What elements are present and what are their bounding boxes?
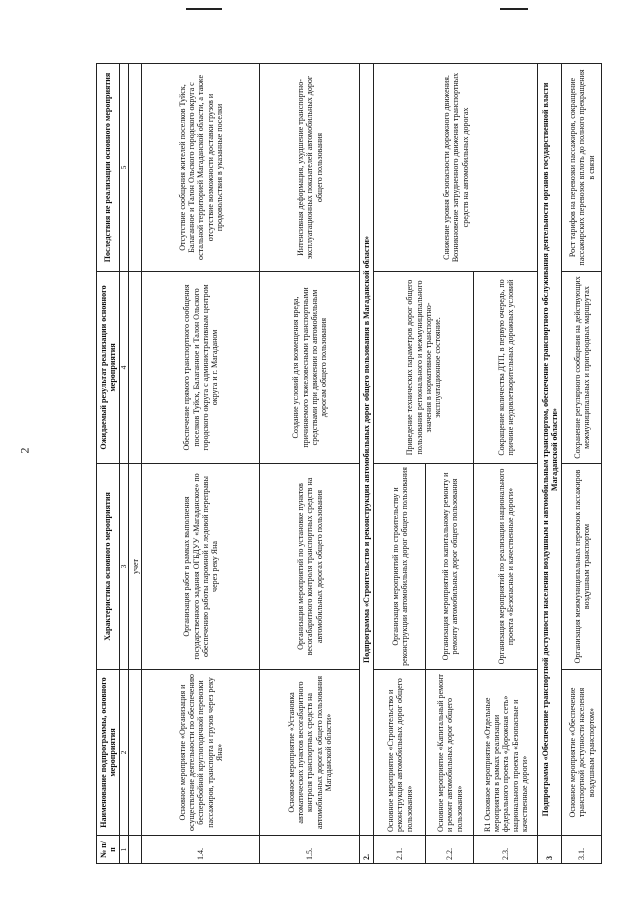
measure-characteristic: Организация мероприятий по строительству и реконструкции автомобильных дорог общего пользования (374, 464, 426, 670)
table-row (562, 64, 602, 864)
scan-mark (186, 8, 222, 10)
measure-consequences: Отсутствие сообщения жителей поселков Туйск, Балаганное и Талон Ольского городского округа с остальной территорией Магаданской области, а также отсутствие возможности доставки грузов и продовольствия в указанные поселки (142, 64, 260, 272)
header-consequences: Последствия не реализации основного мероприятия (97, 64, 120, 272)
measure-result: Сокращение количества ДТП, в первую очередь, по причине неудовлетворительных дорожных условий (474, 272, 538, 464)
table-row (129, 64, 142, 864)
table-row (374, 64, 426, 864)
column-number: 4 (119, 272, 129, 464)
header-characteristic: Характеристика основного мероприятия (97, 464, 120, 670)
header-name: Наименование подпрограммы, основного мероприятия (97, 670, 120, 836)
measure-name: Основное мероприятие «Установка автоматических пунктов весогабаритного контроля транспортных средств на автомобильных дорогах общего пользования Магаданской области» (260, 670, 360, 836)
measure-consequences: Рост тарифов на перевозки пассажиров, сокращение пассажирских перевозок вплоть до полного прекращения в связи (562, 64, 602, 272)
row-number: 1.4. (142, 836, 260, 864)
subprogram-row (538, 64, 562, 864)
subprogram-title: Подпрограмма «Обеспечение транспортной доступности населения воздушным и автомобильным транспортом, обеспечение транспортного обслуживания деятельности органов государственной власти Магаданской области» (538, 64, 562, 836)
row-number: 2.1. (374, 836, 426, 864)
measure-name: Основное мероприятие «Строительство и реконструкция автомобильных дорог общего пользования» (374, 670, 426, 836)
measure-result: Приведение технических параметров дорог общего пользования регионального и межмуниципального значения в нормативное транспортно-эксплуатационное состояние. (374, 272, 474, 464)
measure-consequences: Снижение уровня безопасности дорожного движения. Возникновение затрудненного движения транспортных средств на автомобильных дорогах (374, 64, 538, 272)
measure-characteristic: Организация мероприятий по установке пунктов весогабаритного контроля транспортных средств на автомобильных дорогах общего пользования (260, 464, 360, 670)
row-number: 2.3. (474, 836, 538, 864)
subprogram-row (360, 64, 374, 864)
measure-consequences (129, 64, 142, 272)
table-row (260, 64, 360, 864)
measure-characteristic: Организация работ в рамках выполнения государственного задания ОГБДУУ «Магаданское» по обеспечению работы паромной и ледовой переправы через реку Яна (142, 464, 260, 670)
page-number: 2 (17, 447, 32, 454)
measure-result: Обеспечение прямого транспортного сообщения поселков Туйск, Балаганное и Талон Ольского городского округа с административным центром округа и г. Магаданом (142, 272, 260, 464)
header-number: № п/п (97, 836, 120, 864)
rotated-table-wrapper (96, 64, 596, 864)
row-number: 3.1. (562, 836, 602, 864)
measure-characteristic: учет (129, 464, 142, 670)
row-number: 2. (360, 836, 374, 864)
measure-characteristic: Организация мероприятий по реализации национального проекта «Безопасные и качественные дороги» (474, 464, 538, 670)
measures-table (96, 63, 602, 864)
header-expected-result: Ожидаемый результат реализации основного мероприятия (97, 272, 120, 464)
table-row (142, 64, 260, 864)
measure-name: Основное мероприятие «Капитальный ремонт и ремонт автомобильных дорог общего пользования» (426, 670, 474, 836)
measure-result: Создание условий для возмещения вреда, причиняемого тяжеловесными транспортными средствами при движении по автомобильным дорогам общего пользования (260, 272, 360, 464)
measure-result (129, 272, 142, 464)
row-number (129, 836, 142, 864)
measure-name: R1 Основное мероприятие «Отдельные мероприятия в рамках реализации федерального проекта «Дорожная сеть» национального проекта «Безопасные и качественные дороги» (474, 670, 538, 836)
scan-mark (500, 8, 528, 10)
measure-result: Сохранение регулярного сообщения на действующих межмуниципальных и пригородных маршрутах (562, 272, 602, 464)
measure-characteristic: Организация межмуниципальных перевозок пассажиров воздушным транспортом (562, 464, 602, 670)
column-number: 1 (119, 836, 129, 864)
measure-name: Основное мероприятие «Обеспечение транспортной доступности населения воздушным транспортом» (562, 670, 602, 836)
measure-name (129, 670, 142, 836)
column-number: 2 (119, 670, 129, 836)
column-number-row (119, 64, 129, 864)
column-number: 3 (119, 464, 129, 670)
column-number: 5 (119, 64, 129, 272)
subprogram-title: Подпрограмма «Строительство и реконструкция автомобильных дорог общего пользования в Магаданской области» (360, 64, 374, 836)
row-number: 2.2. (426, 836, 474, 864)
measure-name: Основное мероприятие «Организация и осуществление деятельности по обеспечению бесперебойной круглогодичной перевозки пассажиров, транспорта и грузов через реку Яна» (142, 670, 260, 836)
table-header-row (97, 64, 120, 864)
measure-consequences: Интенсивная деформация, ухудшение транспортно-эксплуатационных показателей автомобильных дорог общего пользования (260, 64, 360, 272)
measure-characteristic: Организация мероприятий по капитальному ремонту и ремонту автомобильных дорог общего пользования (426, 464, 474, 670)
row-number: 3 (538, 836, 562, 864)
row-number: 1.5. (260, 836, 360, 864)
